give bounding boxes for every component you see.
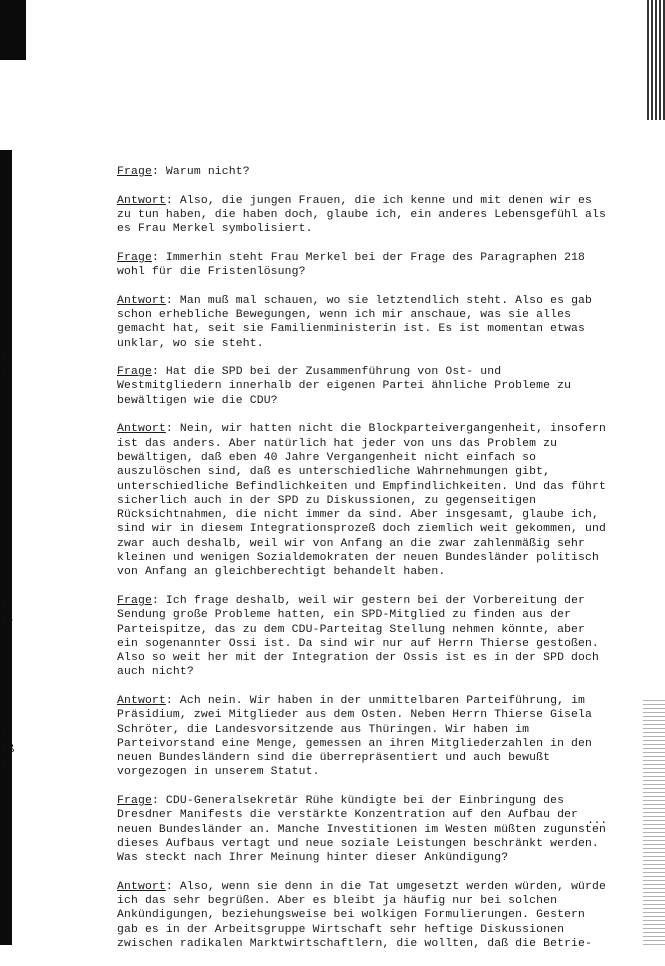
answer-label: Antwort <box>117 294 166 307</box>
margin-mark: iß <box>1 744 15 756</box>
margin-mark: e <box>1 352 8 364</box>
continuation-marker: ... <box>587 815 607 827</box>
question-text: : CDU-Generalsekretär Rühe kündigte bei der Einbringung des Dresdner Manifests die verstärkte Konzentration auf den Aufbau der neuen Bundesländer an. Manche Investitionen im Westen müßten zugunsten dieses Aufbaus vertagt und neue soziale Leistungen beschränkt werden. Was steckt nach Ihrer Meinung hinter dieser Ankündigung? <box>117 795 613 865</box>
answer-paragraph <box>117 694 607 780</box>
answer-text: : Nein, wir hatten nicht die Blockparteivergangenheit, insofern ist das anders. Aber natürlich hat jeder von uns das Problem zu bewältigen, daß eben 40 Jahre Vergangenheit nicht einfach so auszulöschen sind, daß es unterschiedliche Wahrnehmungen gibt, unterschiedliche Befindlichkeiten und Empfindlichkeiten. Und das führt sicherlich auch in der SPD zu Diskussionen, zu gegenseitigen Rücksichtnahmen, die nicht immer da sind. Aber insgesamt, glaube ich, sind wir in diesem Integrationsprozeß doch ziemlich weit gekommen, und zwar auch deshalb, weil wir von Anfang an die zwar zahlenmäßig sehr kleinen und wenigen Sozialdemokraten der neuen Bundesländer politisch von Anfang an gleichberechtigt behandelt haben. <box>117 423 613 579</box>
answer-paragraph <box>117 880 613 951</box>
margin-mark: t <box>1 730 8 742</box>
question-label: Frage <box>117 251 152 264</box>
answer-label: Antwort <box>117 194 166 207</box>
answer-text: : Also, wenn sie denn in die Tat umgesetzt werden würden, würde ich das sehr begrüßen. Aber es bleibt ja häufig nur bei solchen Ankündigungen, beziehungsweise bei wolkigen Formulierungen. Gestern gab es in der Arbeitsgruppe Wirtschaft sehr heftige Diskussionen zwischen radikalen Marktwirtschaftlern, die wollten, daß die Betrie- <box>117 880 613 951</box>
question-paragraph <box>117 165 607 179</box>
answer-text: : Ach nein. Wir haben in der unmittelbaren Parteiführung, im Präsidium, zwei Mitglieder aus dem Osten. Neben Herrn Thierse Gisela Schröter, die Landesvorsitzende aus Thüringen. Wir haben im Parteivorstand eine Menge, gemessen an ihren Mitgliederzahlen in den neuen Bundesländern sind die überrepräsentiert und auch bewußt vorgezogen in unserem Statut. <box>117 694 600 779</box>
question-paragraph <box>117 594 607 680</box>
scan-edge-speckle <box>643 700 665 945</box>
answer-paragraph <box>117 294 607 351</box>
margin-bleed-through <box>0 0 16 945</box>
margin-mark: s <box>1 410 8 422</box>
answer-paragraph <box>117 194 613 237</box>
margin-mark: r <box>1 366 8 378</box>
margin-mark: a <box>1 758 8 770</box>
answer-text: : Also, die jungen Frauen, die ich kenne und mit denen wir es zu tun haben, die haben doch, glaube ich, ein anderes Lebensgefühl als es Frau Merkel symbolisiert. <box>117 194 613 236</box>
question-paragraph <box>117 365 607 408</box>
answer-label: Antwort <box>117 880 166 893</box>
question-text: : Hat die SPD bei der Zusammenführung von Ost- und Westmitgliedern innerhalb der eigenen Partei ähnliche Probleme zu bewältigen wie die CDU? <box>117 366 579 407</box>
question-text: : Ich frage deshalb, weil wir gestern bei der Vorbereitung der Sendung große Probleme hatten, ein SPD-Mitglied zu finden aus der Parteispitze, das zu dem CDU-Parteitag Stellung nehmen könnte, aber ein sogenannter Ossi ist. Da sind wir nur auf Herrn Thierse gestoßen. Also so weit her mit der Integration der Ossis ist es in der SPD doch auch nicht? <box>117 594 606 679</box>
margin-mark: i- <box>1 615 15 627</box>
answer-paragraph <box>117 422 613 579</box>
question-label: Frage <box>117 795 152 808</box>
scan-corner-noise <box>647 0 665 120</box>
question-label: Frage <box>117 366 152 379</box>
question-text: : Immerhin steht Frau Merkel bei der Frage des Paragraphen 218 wohl für die Fristenlösung? <box>117 251 593 279</box>
question-label: Frage <box>117 166 152 178</box>
question-text: : Warum nicht? <box>151 166 250 178</box>
margin-mark: e <box>1 600 8 612</box>
interview-transcript <box>117 165 613 966</box>
answer-label: Antwort <box>117 423 166 436</box>
question-paragraph <box>117 794 613 865</box>
question-label: Frage <box>117 594 152 607</box>
question-paragraph <box>117 251 607 280</box>
answer-label: Antwort <box>117 694 166 707</box>
answer-text: : Man muß mal schauen, wo sie letztendlich steht. Also es gab schon erhebliche Bewegungen, wenn ich mir anschaue, was sie alles gemacht hat, seit sie Familienministerin ist. Es ist momentan etwas unklar, wo sie steht. <box>117 294 600 350</box>
